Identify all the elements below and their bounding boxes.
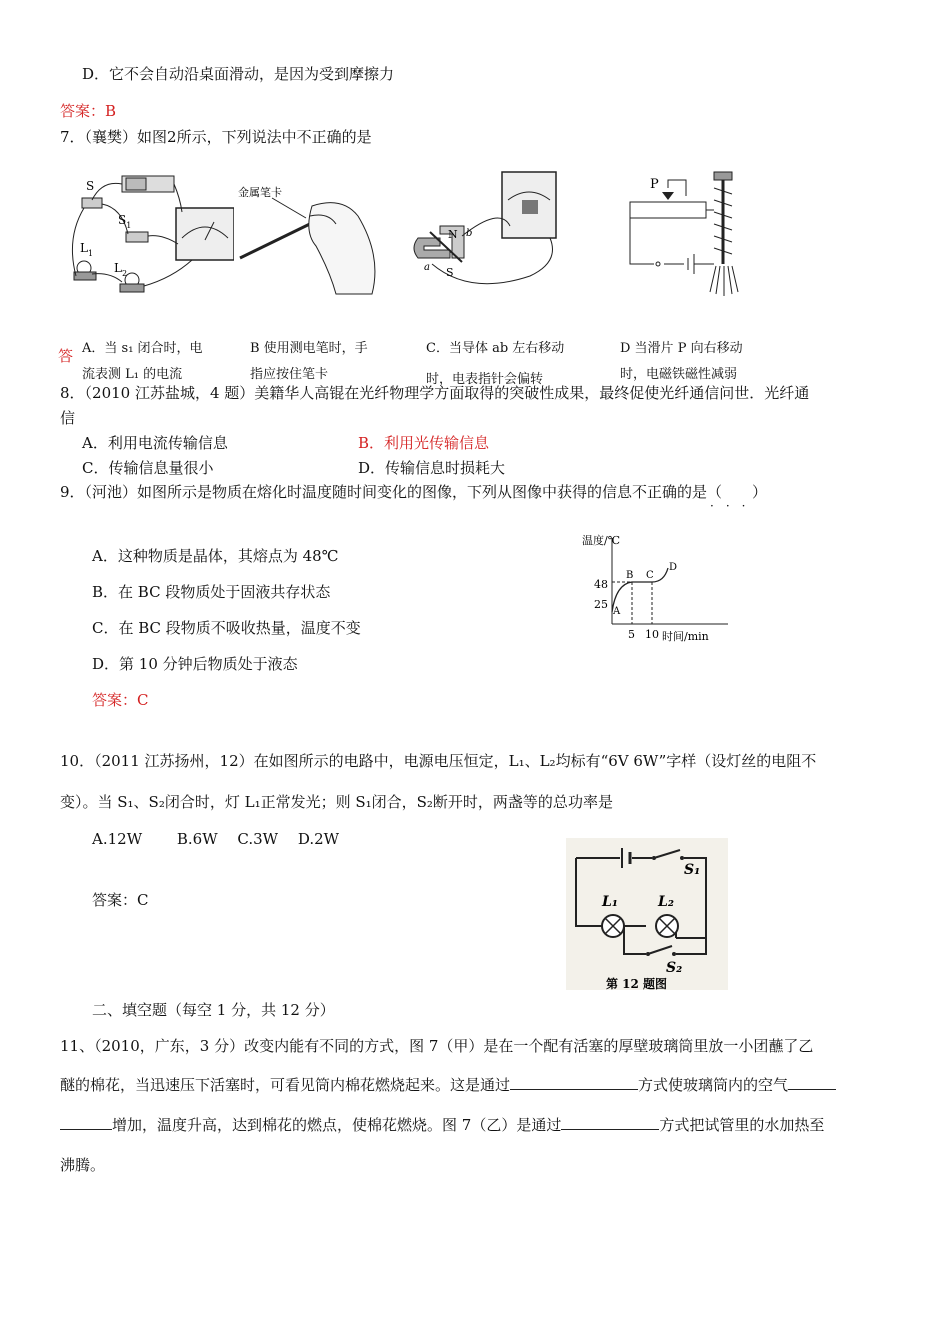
q9-graph-x10: 10	[645, 628, 659, 641]
q7-label-l1: $L_1$	[80, 241, 94, 258]
q7-option-d-line1: D 当滑片 P 向右移动	[620, 341, 743, 356]
q9-graph-y48: 48	[594, 578, 608, 591]
q11-line4: 沸腾。	[60, 1156, 106, 1174]
q9-graph-ylabel: 温度/℃	[582, 534, 621, 547]
q11-line2-text-b: 方式使玻璃筒内的空气	[638, 1076, 789, 1094]
q11-line3	[60, 1115, 824, 1135]
q8-option-c: C．传输信息量很小	[82, 459, 214, 477]
q8-stem-line1: 8．（2010 江苏盐城，4 题）美籍华人高锟在光纤物理学方面取得的突破性成果，最终促使光纤通信问世．光纤通	[60, 384, 810, 402]
q10-label-s2: S₂	[666, 960, 683, 976]
q9-graph-y25: 25	[594, 598, 608, 611]
q9-answer: 答案：C	[92, 691, 149, 709]
q11-line2-text-a: 醚的棉花，当迅速压下活塞时，可看见筒内棉花燃烧起来。这是通过	[60, 1076, 511, 1094]
q9-option-d: D．第 10 分钟后物质处于液态	[92, 655, 298, 673]
q7-label-s-pole: S	[446, 266, 454, 279]
q9-option-b: B．在 BC 段物质处于固液共存状态	[92, 583, 331, 601]
q10-label-s1: S₁	[684, 862, 701, 878]
q7-option-c-line2: 时，电表指针会偏转	[426, 372, 544, 387]
q11-line3-text-a: 增加，温度升高，达到棉花的燃点，使棉花燃烧。图 7（乙）是通过	[112, 1116, 562, 1134]
q10-options: A.12W B.6W C.3W D.2W	[92, 830, 340, 848]
q6-answer: 答案：B	[60, 102, 117, 120]
section2-title: 二、填空题（每空 1 分，共 12 分）	[92, 1001, 335, 1019]
q8-option-b: B．利用光传输信息	[358, 434, 490, 452]
q7-label-p: P	[650, 177, 659, 192]
q9-option-c: C．在 BC 段物质不吸收热量，温度不变	[92, 619, 361, 637]
q9-melting-graph	[580, 528, 730, 644]
q8-option-d: D．传输信息时损耗大	[358, 459, 506, 477]
q11-line2	[60, 1075, 836, 1095]
q8-option-a: A．利用电流传输信息	[82, 434, 228, 452]
q7-label-s1: $S_1$	[118, 213, 132, 230]
q11-line1: 11、（2010，广东，3 分）改变内能有不同的方式，图 7（甲）是在一个配有活塞的厚壁玻璃筒里放一小团蘸了乙	[60, 1037, 814, 1055]
q9-graph-point-b: B	[626, 570, 634, 581]
q7-figure-electromagnet	[624, 166, 754, 298]
q7-label-pen-card: 金属笔卡	[238, 186, 282, 199]
q10-stem-line1: 10．（2011 江苏扬州，12）在如图所示的电路中，电源电压恒定，L₁、L₂均标有“6V 6W”字样（设灯丝的电阻不	[60, 752, 817, 770]
q9-option-a: A．这种物质是晶体，其熔点为 48℃	[92, 547, 339, 565]
q7-option-d-line2: 时，电磁铁磁性减弱	[620, 367, 738, 382]
q7-stem: 7．（襄樊）如图2所示，下列说法中不正确的是	[60, 128, 372, 146]
q7-figure-induction	[410, 166, 570, 294]
q11-blank-2a[interactable]	[788, 1075, 836, 1090]
q7-option-b-line1: B 使用测电笔时，手	[250, 341, 368, 356]
q9-emphasis-dots: ···	[710, 499, 758, 513]
q10-circuit-figure	[566, 838, 728, 990]
q9-graph-xlabel: 时间/min	[662, 630, 709, 643]
q10-answer: 答案：C	[92, 891, 149, 909]
q7-answer-fragment: 答	[58, 347, 74, 365]
q7-figure-test-pen	[232, 176, 382, 296]
q7-label-s: S	[86, 179, 95, 193]
q9-graph-point-d: D	[669, 562, 678, 573]
q9-graph-point-a: A	[613, 606, 621, 617]
q7-figure-circuit	[62, 168, 234, 300]
q7-label-l2: $L_2$	[114, 261, 128, 278]
q7-option-b-line2: 指应按住笔卡	[250, 367, 329, 382]
q11-blank-1[interactable]	[510, 1075, 638, 1090]
q6-option-d: D．它不会自动沿桌面滑动，是因为受到摩擦力	[82, 65, 395, 83]
q11-line3-text-b: 方式把试管里的水加热至	[659, 1116, 825, 1134]
q9-stem: 9．（河池）如图所示是物质在熔化时温度随时间变化的图像，下列从图像中获得的信息不正确的是（ ）	[60, 483, 768, 501]
q7-option-a-line1: A．当 s₁ 闭合时，电	[82, 341, 203, 356]
q11-blank-2b[interactable]	[60, 1115, 112, 1130]
q10-label-l1: L₁	[602, 894, 618, 910]
q9-graph-x5: 5	[628, 628, 635, 641]
q9-graph-point-c: C	[646, 570, 654, 581]
q10-stem-line2: 变）。当 S₁、S₂闭合时，灯 L₁正常发光；则 S₁闭合，S₂断开时，两盏等的总功率是	[60, 793, 613, 811]
q7-label-n: N	[448, 228, 458, 241]
q10-figure-caption: 第 12 题图	[606, 977, 668, 990]
q8-stem-line2: 信	[60, 409, 76, 427]
q10-label-l2: L₂	[658, 894, 674, 910]
q11-blank-3[interactable]	[561, 1115, 659, 1130]
q7-option-a-line2: 流表测 L₁ 的电流	[82, 367, 183, 382]
q7-option-c-line1: C．当导体 ab 左右移动	[426, 341, 565, 356]
q7-label-a: a	[424, 262, 430, 273]
q7-label-b: b	[466, 228, 473, 239]
